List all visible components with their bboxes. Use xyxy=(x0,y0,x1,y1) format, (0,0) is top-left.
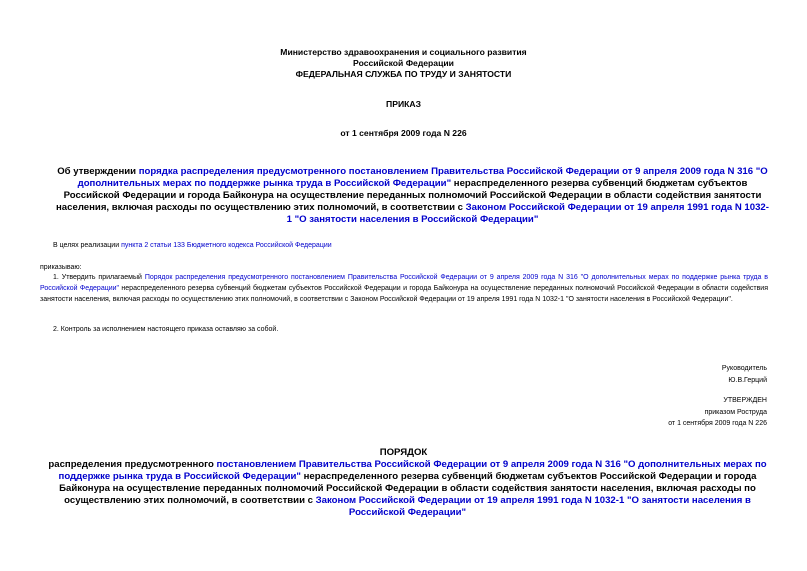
procedure-title-law-link[interactable]: Законом Российской Федерации от 19 апреля 1991 года N 1032-1 "О занятости населения в Российской Федерации" xyxy=(315,495,751,518)
order-title-prefix: Об утверждении xyxy=(57,166,139,177)
signature-name: Ю.В.Герций xyxy=(728,377,767,384)
procedure-title-middle: нераспределенного резерва субвенций бюджетам субъектов Российской Федерации и города Байконура на осуществление переданных полномочий Российской Федерации в области содействия занятости населения, включая расходы по осуществлению этих полномочий, в соответствии с xyxy=(59,471,757,506)
procedure-title-resolution-link[interactable]: постановлением Правительства Российской Федерации от 9 апреля 2009 года N 316 "О дополнительных мерах по поддержке рынка труда в Российской Федерации" xyxy=(58,459,767,482)
ministry-heading: Министерство здравоохранения и социального развития xyxy=(280,47,527,57)
doc-type-heading: ПРИКАЗ xyxy=(386,99,421,109)
procedure-heading: ПОРЯДОК xyxy=(379,447,428,458)
procedure-title-prefix: распределения предусмотренного xyxy=(48,459,217,470)
item-1-paragraph xyxy=(40,272,768,305)
intro-prefix: В целях реализации xyxy=(53,242,122,249)
service-heading: ФЕДЕРАЛЬНАЯ СЛУЖБА ПО ТРУДУ И ЗАНЯТОСТИ xyxy=(295,69,512,79)
order-word: приказываю: xyxy=(40,264,82,271)
intro-paragraph xyxy=(53,240,753,251)
procedure-title xyxy=(45,459,770,519)
approval-line-2: приказом Роструда xyxy=(704,408,767,416)
signature-role: Руководитель xyxy=(721,365,767,372)
item-2-paragraph: 2. Контроль за исполнением настоящего приказа оставляю за собой. xyxy=(53,326,279,333)
budget-code-link[interactable]: пункта 2 статьи 133 Бюджетного кодекса Российской Федерации xyxy=(121,242,332,249)
doc-date-line: от 1 сентября 2009 года N 226 xyxy=(340,128,467,138)
country-heading: Российской Федерации xyxy=(353,58,454,68)
order-title-law-link[interactable]: Законом Российской Федерации от 19 апреля 1991 года N 1032-1 "О занятости населения в Российской Федерации" xyxy=(286,202,769,225)
approval-line-1: УТВЕРЖДЕН xyxy=(723,397,767,404)
item-1-prefix: 1. Утвердить прилагаемый xyxy=(53,274,145,281)
order-title xyxy=(55,166,770,226)
item-1-procedure-link[interactable]: Порядок распределения предусмотренного постановлением Правительства Российской Федерации от 9 апреля 2009 года N 316 "О дополнительных мерах по поддержке рынка труда в Российской Федерации" xyxy=(40,274,768,292)
order-title-middle: нераспределенного резерва субвенций бюджетам субъектов Российской Федерации и города Байконура на осуществление переданных полномочий Российской Федерации в области содействия занятости населения, включая расходы по осуществлению этих полномочий, в соответствии с xyxy=(56,178,762,213)
item-1-rest: нераспределенного резерва субвенций бюджетам субъектов Российской Федерации и города Байконура на осуществление переданных полномочий Российской Федерации в области содействия занятости населения, включая расходы по осуществлению этих полномочий, в соответствии с Законом Российской Федерации от 19 апреля 1991 года N 1032-1 "О занятости населения в Российской Федерации". xyxy=(40,285,769,303)
order-title-procedure-link[interactable]: порядка распределения предусмотренного постановлением Правительства Российской Федерации от 9 апреля 2009 года N 316 "О дополнительных мерах по поддержке рынка труда в Российской Федерации" xyxy=(77,166,768,189)
approval-line-3: от 1 сентября 2009 года N 226 xyxy=(668,420,767,427)
